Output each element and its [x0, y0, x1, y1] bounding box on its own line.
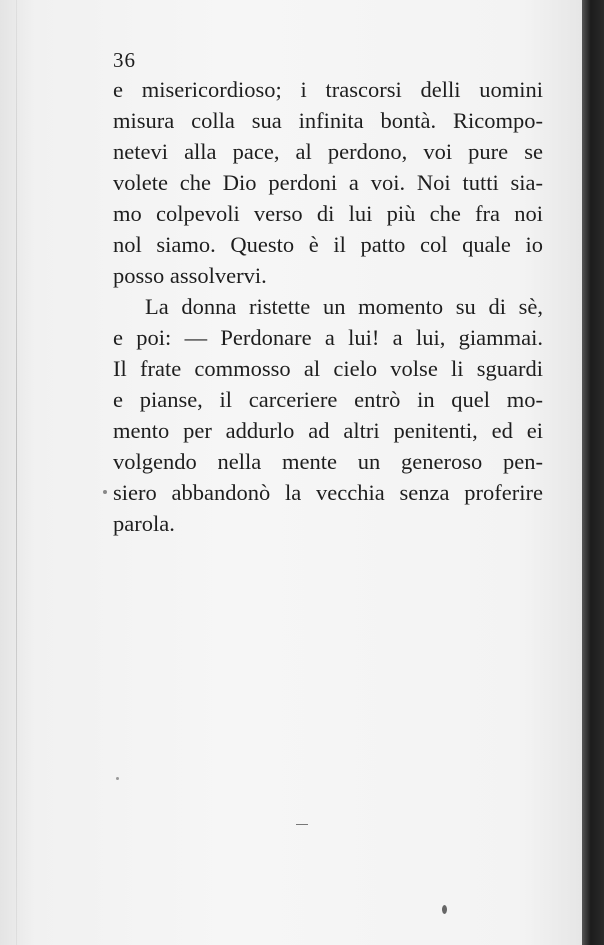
text-line: e pianse, il carceriere entrò in quel mo- [113, 387, 543, 412]
text-line: siero abbandonò la vecchia senza proferire [113, 480, 543, 505]
show-through-texture [110, 640, 540, 840]
ink-speck [116, 777, 119, 780]
text-line: posso assolvervi. [113, 263, 267, 288]
ink-speck [103, 490, 107, 494]
page-number: 36 [113, 48, 136, 72]
ink-speck [442, 905, 447, 914]
ink-speck [296, 824, 308, 825]
text-line: e misericordioso; i trascorsi delli uomini [113, 77, 543, 102]
book-spine [582, 0, 604, 945]
text-line: nol siamo. Questo è il patto col quale io [113, 232, 543, 257]
text-line: misura colla sua infinita bontà. Ricompo- [113, 108, 543, 133]
text-line: mento per addurlo ad altri penitenti, ed ei [113, 418, 543, 443]
text-line: e poi: — Perdonare a lui! a lui, giammai. [113, 325, 543, 350]
text-line: netevi alla pace, al perdono, voi pure se [113, 139, 543, 164]
text-line: Il frate commosso al cielo volse li sguardi [113, 356, 543, 381]
text-line: volgendo nella mente un generoso pen- [113, 449, 543, 474]
text-line: mo colpevoli verso di lui più che fra noi [113, 201, 543, 226]
text-line: parola. [113, 511, 175, 536]
paragraph-start-line: La donna ristette un momento su di sè, [145, 294, 543, 319]
text-line: volete che Dio perdoni a voi. Noi tutti sia- [113, 170, 543, 195]
page-edge-shadow [16, 0, 17, 945]
body-text [113, 74, 543, 539]
